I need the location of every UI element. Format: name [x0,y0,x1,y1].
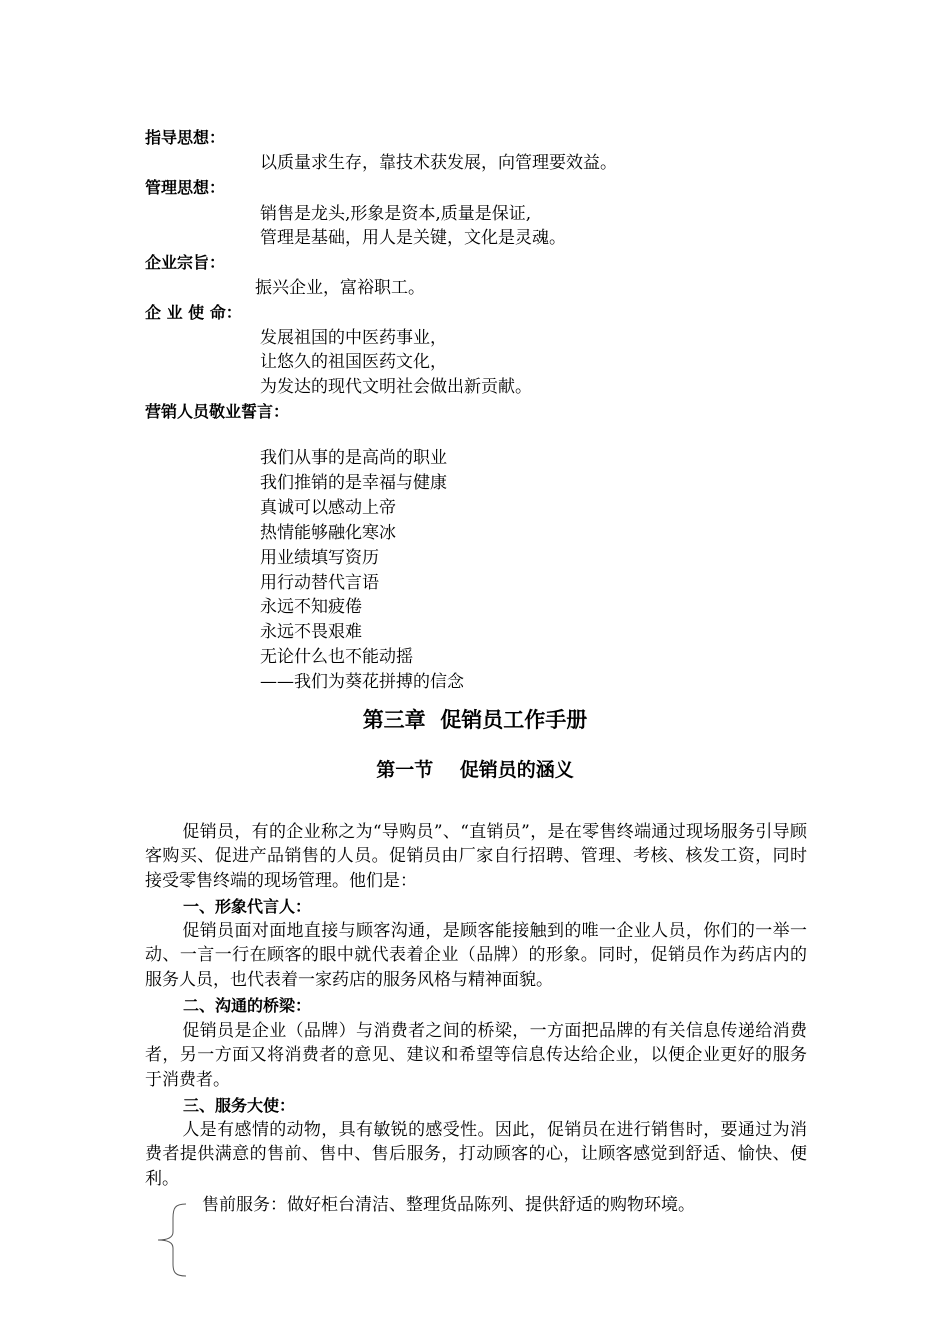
oath-line: 永远不知疲倦 [260,597,362,618]
principle-label-mission: 企 业 使 命： [145,303,242,322]
intro-paragraph: 促销员，有的企业称之为“导购员”、“直销员”，是在零售终端通过现场服务引导顾客购买、促进产品销售的人员。促销员由厂家自行招聘、管理、考核、核发工资，同时接受零售终端的现场管理。他们是： [145,822,807,891]
principle-text-management-1: 销售是龙头,形象是资本,质量是保证, [260,204,532,224]
role-text-bridge: 促销员是企业（品牌）与消费者之间的桥梁，一方面把品牌的有关信息传递给消费者，另一方面又将消费者的意见、建议和希望等信息传达给企业，以便企业更好的服务于消费者。 [145,1021,807,1090]
oath-line: 真诚可以感动上帝 [260,497,396,518]
section-title: 第一节 促销员的涵义 [376,759,574,781]
oath-line: ——我们为葵花拼搏的信念 [260,672,464,693]
oath-line: 用行动替代言语 [260,572,379,593]
principle-label-oath: 营销人员敬业誓言： [145,402,290,421]
role-text-image: 促销员面对面地直接与顾客沟通，是顾客能接触到的唯一企业人员，你们的一举一动、一言一行在顾客的眼中就代表着企业（品牌）的形象。同时，促销员作为药店内的服务人员，也代表着一家药店的服务风格与精神面貌。 [145,921,807,990]
oath-line: 无论什么也不能动摇 [260,647,413,668]
principle-label-purpose: 企业宗旨： [145,253,226,272]
principle-text-mission-1: 发展祖国的中医药事业， [260,328,447,348]
oath-line: 永远不畏艰难 [260,622,362,643]
principle-text-mission-3: 为发达的现代文明社会做出新贡献。 [260,377,532,397]
principle-label-guiding: 指导思想： [145,128,226,147]
oath-list [260,446,464,695]
oath-line: 我们从事的是高尚的职业 [260,448,447,468]
role-heading-service: 三、服务大使： [183,1096,296,1115]
principle-label-management: 管理思想： [145,178,226,197]
role-text-service: 人是有感情的动物，具有敏锐的感受性。因此，促销员在进行销售时，要通过为消费者提供满意的售前、售中、售后服务，打动顾客的心，让顾客感觉到舒适、愉快、便利。 [145,1120,807,1189]
chapter-title: 第三章 促销员工作手册 [362,708,588,732]
curly-brace-icon [155,1202,189,1278]
principle-text-management-2: 管理是基础，用人是关键，文化是灵魂。 [260,228,566,248]
oath-line: 用业绩填写资历 [260,547,379,568]
role-heading-image: 一、形象代言人： [183,897,312,916]
principle-text-purpose: 振兴企业，富裕职工。 [255,278,425,298]
oath-line: 热情能够融化寒冰 [260,522,396,543]
role-heading-bridge: 二、沟通的桥梁： [183,996,312,1015]
principle-text-mission-2: 让悠久的祖国医药文化， [260,352,447,372]
service-item-presale: 售前服务：做好柜台清洁、整理货品陈列、提供舒适的购物环境。 [202,1195,695,1215]
principle-text-guiding: 以质量求生存，靠技术获发展，向管理要效益。 [260,153,617,173]
oath-line: 我们推销的是幸福与健康 [260,472,447,493]
